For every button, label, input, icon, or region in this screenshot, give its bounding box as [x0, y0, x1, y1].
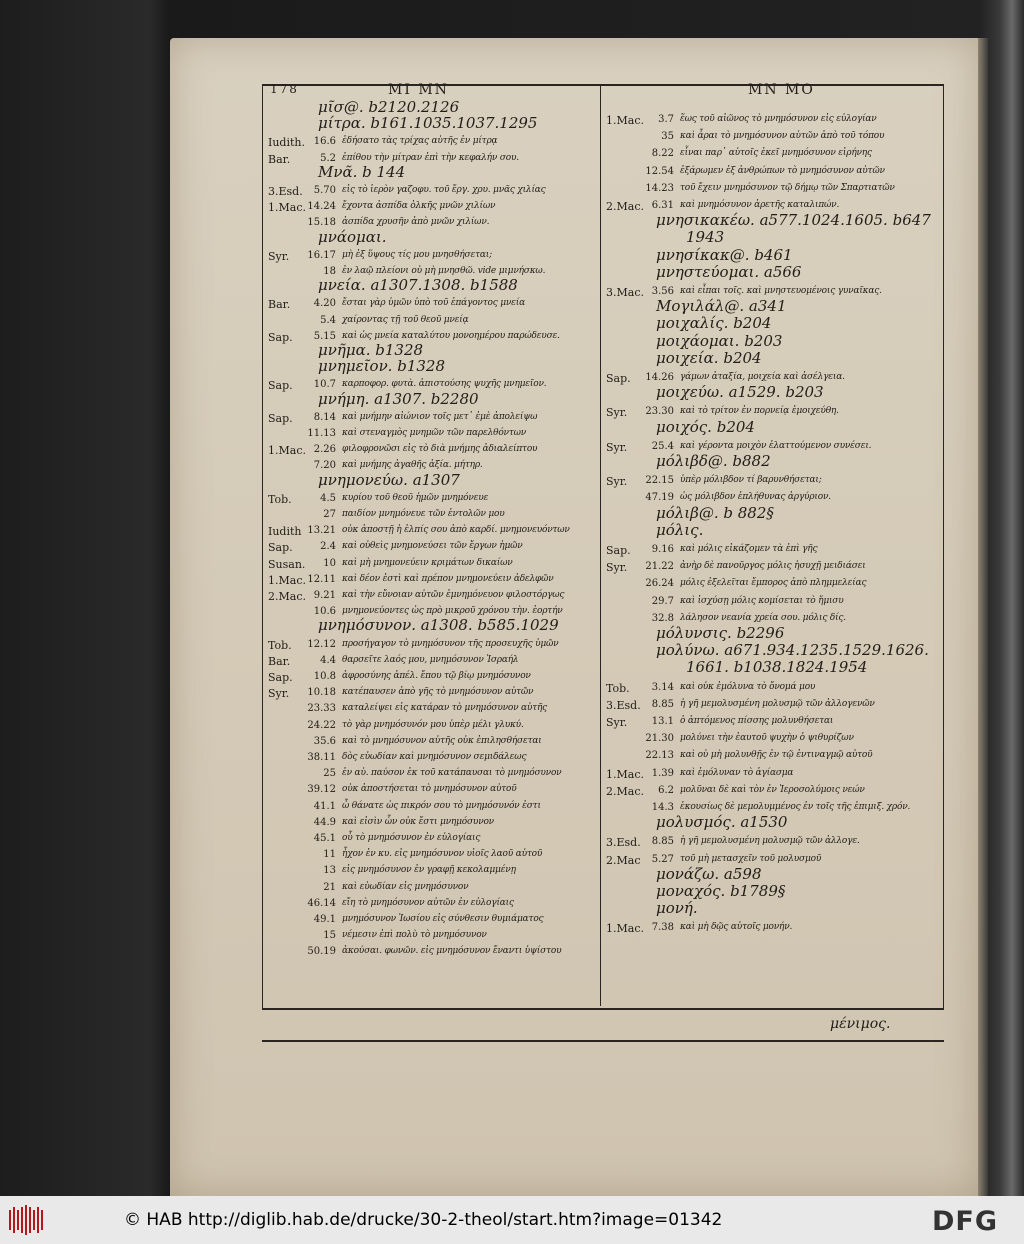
verse-number: 3.14	[651, 681, 674, 693]
book-reference: Tob.	[268, 638, 292, 652]
quotation-text: μόλις ἐξελεῖται ἔμπορος ἀπὸ πλημμελείας	[680, 578, 867, 589]
quotation-text: κυρίου τοῦ θεοῦ ἡμῶν μνημόνευε	[342, 492, 489, 503]
book-reference: 2.Mac.	[606, 784, 644, 798]
citation-line	[268, 942, 598, 964]
entry-headword: μνησίκακ@. b461	[656, 245, 793, 264]
verse-number: 11	[323, 849, 336, 861]
entry-headword: μνάομαι.	[318, 227, 387, 246]
book-reference: 2.Mac.	[268, 590, 306, 603]
verse-number: 11.13	[307, 428, 336, 439]
quotation-text: καὶ τὴν εὔνοιαν αὐτῶν ἐμνημόνευον φιλοστόργως	[342, 590, 565, 600]
quotation-text: καὶ οὐ μὴ μολυνθῇς ἐν τῷ ἐντιναγμῷ αὐτοῦ	[680, 750, 873, 761]
quotation-text: λάλησον νεανία χρεία σου. μόλις δίς.	[680, 612, 846, 623]
entry-headword: μοιχεία. b204	[656, 348, 762, 367]
quotation-text: εἰς μνημόσυνον ἐν γραφῇ κεκολαμμένῃ	[342, 865, 516, 876]
verse-number: 3.56	[651, 286, 674, 297]
book-reference: Sap.	[268, 541, 293, 555]
verse-number: 13.21	[307, 525, 336, 537]
quotation-text: ἑκουσίως δὲ μεμολυμμένος ἐν τοῖς τῆς ἐπιμιξ. χρόν.	[680, 802, 911, 812]
book-reference: Syr.	[606, 406, 628, 420]
book-reference: Sap.	[268, 671, 293, 684]
copyright-link[interactable]: © HAB http://diglib.hab.de/drucke/30-2-theol/start.htm?image=01342	[124, 1210, 723, 1230]
footer-bar	[0, 1196, 1024, 1244]
book-reference: 1.Mac.	[606, 114, 644, 127]
verse-number: 7.20	[313, 460, 336, 472]
verse-number: 2.26	[313, 444, 336, 456]
quotation-text: ἔχοντα ἀσπίδα ὁλκῆς μνῶν χιλίων	[342, 201, 496, 212]
running-header-left: MI MN	[388, 82, 449, 98]
entry-headword: μνημόσυνον. a1308. b585.1029	[318, 616, 559, 635]
book-reference: 1.Mac.	[268, 444, 306, 458]
quotation-text: μὴ ἐξ ὕψους τίς μου μνησθήσεται;	[342, 249, 492, 260]
quotation-text: ἐν αὐ. παύσον ἐκ τοῦ κατάπαυσαι τὸ μνημόσυνον	[342, 768, 562, 779]
entry-headword: 1661. b1038.1824.1954	[686, 658, 868, 677]
verse-number: 5.70	[313, 185, 336, 196]
quotation-text: καὶ τὸ τρίτον ἐν πορνείᾳ ἐμοιχεύθη.	[680, 406, 839, 417]
entry-headword: μνηστεύομαι. a566	[656, 262, 802, 281]
verse-number: 22.13	[645, 750, 674, 762]
book-reference: Syr.	[606, 561, 628, 575]
quotation-text: ἐπίθου τὴν μίτραν ἐπὶ τὴν κεφαλήν σου.	[342, 152, 519, 163]
verse-number: 16.6	[313, 136, 336, 148]
book-reference: 3.Esd.	[606, 698, 641, 712]
verse-number: 12.11	[307, 573, 336, 585]
entry-headword: μνημεῖον. b1328	[318, 357, 445, 376]
verse-number: 5.27	[651, 853, 674, 865]
verse-number: 15.18	[307, 217, 336, 229]
verse-number: 9.21	[313, 590, 336, 601]
book-reference: Sap.	[268, 379, 293, 393]
book-reference: Sap.	[268, 330, 293, 344]
quotation-text: καὶ μνήμης ἀγαθῆς ἀξία. μήτηρ.	[342, 460, 483, 471]
entry-headword: μόλυνσις. b2296	[656, 624, 785, 642]
book-reference: 1.Mac.	[606, 922, 644, 936]
entry-headword: μοιχάομαι. b203	[656, 331, 783, 350]
verse-number: 9.16	[651, 544, 674, 555]
verse-number: 15	[323, 930, 336, 942]
entry-headword: μνεία. a1307.1308. b1588	[318, 276, 518, 295]
book-reference: Syr.	[606, 475, 628, 489]
quotation-text: οὐκ ἀποστήσεται τὸ μνημόσυνον αὐτοῦ	[342, 784, 517, 795]
book-reference: Sap.	[268, 411, 293, 425]
quotation-text: καρποφορ. φυτὰ. ἀπιστούσης ψυχῆς μνημεῖον.	[342, 379, 547, 390]
quotation-text: καὶ μόλις εἰκάζομεν τὰ ἐπὶ γῆς	[680, 544, 818, 554]
quotation-text: ὁ ἁπτόμενος πίσσης μολυνθήσεται	[680, 716, 834, 726]
book-reference: Syr.	[268, 687, 290, 701]
book-reference: Syr.	[606, 716, 628, 729]
quotation-text: καὶ οὐκ ἐμόλυνα τὸ ὄνομά μου	[680, 681, 816, 692]
quotation-text: εἰς τὸ ἱερὸν γαζοφυ. τοῦ ἔργ. χρυ. μνᾶς χιλίας	[342, 185, 546, 195]
verse-number: 3.7	[658, 114, 674, 125]
quotation-text: γάμων ἀταξία, μοιχεία καὶ ἀσέλγεια.	[680, 372, 845, 382]
book-reference: 1.Mac.	[268, 201, 306, 215]
quotation-text: οὐκ ἀποστῇ ἡ ἐλπίς σου ἀπὸ καρδί. μνημονευόντων	[342, 525, 570, 536]
quotation-text: καὶ μὴ μνημονεύειν κριμάτων δικαίων	[342, 557, 513, 568]
entry-headword: μολύνω. a671.934.1235.1529.1626.	[656, 641, 929, 660]
quotation-text: μνημόσυνον Ἰωσίου εἰς σύνθεσιν θυμιάματος	[342, 914, 544, 924]
quotation-text: καὶ στεναγμὸς μνημῶν τῶν παρελθόντων	[342, 428, 527, 438]
quotation-text: ἦχον ἐν κυ. εἰς μνημόσυνον υἱοῖς λαοῦ αὐτοῦ	[342, 849, 543, 860]
verse-number: 21.22	[645, 561, 674, 573]
verse-number: 10.7	[313, 379, 336, 391]
verse-number: 21	[323, 881, 336, 893]
verse-number: 47.19	[645, 492, 674, 504]
verse-number: 12.12	[307, 638, 336, 650]
quotation-text: μνημονεύοντες ὡς πρὸ μικροῦ χρόνου τὴν. ἑορτήν	[342, 606, 563, 617]
dfg-logo: DFG	[932, 1206, 999, 1237]
quotation-text: δὸς εὐωδίαν καὶ μνημόσυνον σεμιδάλεως	[342, 752, 527, 762]
quotation-text: ἐδήσατο τὰς τρίχας αὐτῆς ἐν μίτρᾳ	[342, 136, 498, 147]
entry-headword: μῖσ@. b2120.2126	[318, 98, 460, 116]
quotation-text: καὶ τὸ μνημόσυνον αὐτῆς οὐκ ἐπιλησθήσεται	[342, 735, 542, 746]
verse-number: 4.20	[313, 298, 336, 310]
verse-number: 5.4	[320, 314, 336, 326]
quotation-text: μολύνει τὴν ἑαυτοῦ ψυχὴν ὁ ψιθυρίζων	[680, 733, 854, 744]
entry-headword: μόλιβ@. b 882§	[656, 503, 774, 522]
verse-number: 50.19	[307, 946, 336, 958]
quotation-text: καὶ δέον ἐστὶ καὶ πρέπον μνημονεύειν ἀδελφῶν	[342, 573, 554, 584]
quotation-text: καὶ εἰσὶν ὧν οὐκ ἔστι μνημόσυνον	[342, 816, 494, 827]
quotation-text: ἀσπίδα χρυσῆν ἀπὸ μνῶν χιλίων.	[342, 217, 490, 228]
entry-headword: μίτρα. b161.1035.1037.1295	[318, 114, 538, 133]
book-reference: 1.Mac.	[268, 573, 306, 587]
quotation-text: καὶ μνήμην αἰώνιον τοῖς μετ᾽ ἐμὲ ἀπολείψω	[342, 411, 538, 422]
quotation-text: ἀνὴρ δὲ πανοῦργος μόλις ἡσυχῇ μειδιάσει	[680, 561, 866, 572]
verse-number: 21.30	[645, 733, 674, 745]
quotation-text: οὗ τὸ μνημόσυνον ἐν εὐλογίαις	[342, 833, 481, 843]
hab-logo-icon	[8, 1204, 46, 1236]
entry-headword: μονάζω. a598	[656, 864, 762, 883]
verse-number: 14.23	[645, 182, 674, 194]
quotation-text: καὶ μὴ δῷς αὐτοῖς μονήν.	[680, 922, 793, 933]
book-reference: 3.Esd.	[606, 836, 641, 850]
catchword: μένιμος.	[830, 1016, 891, 1032]
entry-headword: μολυσμός. a1530	[656, 813, 788, 832]
verse-number: 14.24	[307, 201, 336, 213]
book-reference: Tob.	[606, 681, 630, 695]
verse-number: 32.8	[651, 612, 674, 624]
quotation-text: ἀκούσαι. φωνῶν. εἰς μνημόσυνον ἔναντι ὑψίστου	[342, 946, 562, 957]
quotation-text: καὶ εἶπαι τοῖς. καὶ μνηστευομένοις γυναῖκας.	[680, 286, 882, 296]
entry-headword: μνημονεύω. a1307	[318, 470, 460, 489]
quotation-text: ὑπὲρ μόλιβδον τί βαρυνθήσεται;	[680, 475, 822, 486]
verse-number: 5.15	[313, 330, 336, 342]
verse-number: 41.1	[313, 800, 336, 812]
verse-number: 8.85	[651, 698, 674, 710]
verse-number: 5.2	[320, 152, 336, 164]
verse-number: 26.24	[645, 578, 674, 590]
entry-headword: μοιχεύω. a1529. b203	[656, 383, 824, 402]
verse-number: 24.22	[307, 719, 336, 731]
entry-headword: μόλις.	[656, 520, 704, 539]
verse-number: 4.4	[320, 654, 336, 666]
entry-headword: 1943	[686, 228, 725, 247]
book-reference: 2.Mac.	[606, 200, 644, 213]
quotation-text: χαίροντας τῇ τοῦ θεοῦ μνείᾳ	[342, 314, 469, 325]
verse-number: 39.12	[307, 784, 336, 796]
quotation-text: εἴη τὸ μνημόσυνον αὐτῶν ἐν εὐλογίαις	[342, 897, 514, 908]
book-reference: Iudith.	[268, 136, 305, 150]
verse-number: 10.6	[313, 606, 336, 618]
verse-number: 10	[323, 557, 336, 569]
entry-headword: Μογιλάλ@. a341	[656, 297, 787, 316]
running-header-right: MN MO	[748, 82, 815, 98]
verse-number: 29.7	[651, 595, 674, 607]
quotation-text: ἕως τοῦ αἰῶνος τὸ μνημόσυνον εἰς εὐλογίαν	[680, 114, 877, 124]
verse-number: 7.38	[651, 922, 674, 934]
column-divider	[600, 84, 601, 1006]
book-reference: 3.Esd.	[268, 185, 303, 198]
book-reference: 1.Mac.	[606, 767, 644, 781]
quotation-text: ἀφροσύνης ἀπέλ. ἔπου τῷ βίῳ μνημόσυνον	[342, 671, 531, 681]
quotation-text: τὸ γὰρ μνημόσυνόν μου ὑπὲρ μέλι γλυκύ.	[342, 719, 524, 730]
verse-number: 49.1	[313, 914, 336, 925]
quotation-text: καὶ ὡς μνεία καταλύτου μονοημέρου παρώδευσε.	[342, 330, 560, 341]
book-reference: Syr.	[268, 249, 290, 263]
quotation-text: καὶ ἰσχύσῃ μόλις κομίσεται τὸ ἥμισυ	[680, 595, 844, 606]
quotation-text: προσήγαγον τὸ μνημόσυνον τῆς προσευχῆς ὑμῶν	[342, 638, 559, 649]
verse-number: 38.11	[307, 752, 336, 763]
quotation-text: κατέπαυσεν ἀπὸ γῆς τὸ μνημόσυνον αὐτῶν	[342, 687, 534, 698]
verse-number: 8.22	[651, 148, 674, 160]
verse-number: 8.14	[313, 411, 336, 423]
quotation-text: καὶ μνημόσυνον ἀρετῆς καταλιπών.	[680, 200, 840, 210]
verse-number: 23.30	[645, 406, 674, 418]
verse-number: 35	[661, 131, 674, 143]
entry-headword: μονή.	[656, 899, 698, 918]
entry-headword: Μνᾶ. b 144	[318, 162, 406, 181]
quotation-text: ἐν λαῷ πλείονι οὐ μὴ μνησθῶ. vide μιμνήσκω.	[342, 266, 546, 276]
verse-number: 14.3	[651, 802, 674, 813]
quotation-text: ἡ γῆ μεμολυσμένη μολυσμῷ τῶν ἀλλογε.	[680, 836, 860, 847]
verse-number: 16.17	[307, 249, 336, 261]
verse-number: 45.1	[313, 833, 336, 844]
book-reference: Sap.	[606, 372, 631, 385]
entry-headword: μοιχαλίς. b204	[656, 314, 772, 333]
quotation-text: καὶ ἐμόλυναν τὸ ἁγίασμα	[680, 767, 794, 778]
book-reference: Bar.	[268, 298, 291, 312]
verse-number: 8.85	[651, 836, 674, 848]
verse-number: 18	[323, 266, 336, 277]
quotation-text: καὶ οὐθεὶς μνημονεύσει τῶν ἔργων ἡμῶν	[342, 541, 523, 552]
book-reference: Syr.	[606, 440, 628, 454]
verse-number: 10.18	[307, 687, 336, 699]
verse-number: 23.33	[307, 703, 336, 715]
bottom-rule	[262, 1040, 944, 1042]
book-reference: Sap.	[606, 544, 631, 557]
quotation-text: φιλοφρονῶσι εἰς τὸ διὰ μνήμης ἀδιαλείπτου	[342, 444, 538, 455]
verse-number: 22.15	[645, 475, 674, 487]
quotation-text: καὶ γέροντα μοιχὸν ἐλαττούμενον συνέσει.	[680, 440, 872, 451]
quotation-text: ὡς μόλιβδον ἐπλήθυνας ἀργύριον.	[680, 492, 831, 503]
book-reference: Bar.	[268, 152, 291, 166]
quotation-text: ὦ θάνατε ὡς πικρόν σου τὸ μνημόσυνόν ἐστι	[342, 800, 541, 811]
verse-number: 4.5	[320, 492, 336, 504]
verse-number: 14.26	[645, 372, 674, 383]
quotation-text: καὶ ἆραι τὸ μνημόσυνον αὐτῶν ἀπὸ τοῦ τόπου	[680, 131, 885, 142]
citation-line	[606, 918, 940, 940]
quotation-text: καταλείψει εἰς κατάραν τὸ μνημόσυνον αὐτῆς	[342, 703, 548, 714]
verse-number: 6.31	[651, 200, 674, 211]
verse-number: 1.39	[651, 767, 674, 779]
verse-number: 13.1	[651, 716, 674, 727]
entry-headword: μόλιβδ@. b882	[656, 452, 771, 470]
verse-number: 25	[323, 768, 336, 780]
verse-number: 2.4	[320, 541, 336, 553]
book-reference: Bar.	[268, 654, 291, 668]
page-edge	[978, 38, 988, 1196]
verse-number: 10.8	[313, 671, 336, 682]
entry-headword: μνῆμα. b1328	[318, 341, 424, 359]
verse-number: 46.14	[307, 897, 336, 909]
verse-number: 6.2	[658, 784, 674, 796]
quotation-text: νέμεσιν ἐπὶ πολὺ τὸ μνημόσυνον	[342, 930, 487, 941]
verse-number: 25.4	[651, 440, 674, 452]
book-reference: Tob.	[268, 492, 292, 506]
book-reference: Susan.	[268, 557, 306, 571]
verse-number: 35.6	[313, 735, 336, 747]
book-reference: 3.Mac.	[606, 286, 644, 299]
quotation-text: μολῦναι δὲ καὶ τὸν ἐν Ἱεροσολύμοις νεών	[680, 784, 865, 795]
entry-headword: μοναχός. b1789§	[656, 882, 786, 900]
verse-number: 44.9	[313, 816, 336, 828]
page-number: 178	[270, 82, 299, 96]
verse-number: 12.54	[645, 165, 674, 177]
book-reference: Iudith	[268, 525, 302, 539]
quotation-text: τοῦ ἔχειν μνημόσυνον τῷ δήμῳ τῶν Σπαρτιατῶν	[680, 182, 895, 193]
entry-headword: μοιχός. b204	[656, 417, 755, 436]
quotation-text: ἡ γῆ μεμολυσμένη μολυσμῷ τῶν ἀλλογενῶν	[680, 698, 875, 709]
quotation-text: ἐξάρωμεν ἐξ ἀνθρώπων τὸ μνημόσυνον αὐτῶν	[680, 165, 885, 176]
quotation-text: τοῦ μὴ μετασχεῖν τοῦ μολυσμοῦ	[680, 853, 822, 864]
entry-headword: μνήμη. a1307. b2280	[318, 389, 479, 408]
book-reference: 2.Mac	[606, 853, 641, 867]
verse-number: 27	[323, 509, 336, 520]
quotation-text: καὶ εὐωδίαν εἰς μνημόσυνον	[342, 881, 469, 892]
quotation-text: εἶναι παρ᾽ αὐτοῖς ἐκεῖ μνημόσυνον εἰρήνης	[680, 148, 872, 159]
quotation-text: παιδίον μνημόνευε τῶν ἐντολῶν μου	[342, 509, 505, 519]
entry-headword: μνησικακέω. a577.1024.1605. b647	[656, 211, 931, 230]
verse-number: 13	[323, 865, 336, 877]
quotation-text: ἔσται γὰρ ὑμῶν ὑπὸ τοῦ ἐπάγοντος μνεία	[342, 298, 525, 309]
quotation-text: θαρσεῖτε λαός μου, μνημόσυνον Ἰσραήλ	[342, 654, 519, 665]
